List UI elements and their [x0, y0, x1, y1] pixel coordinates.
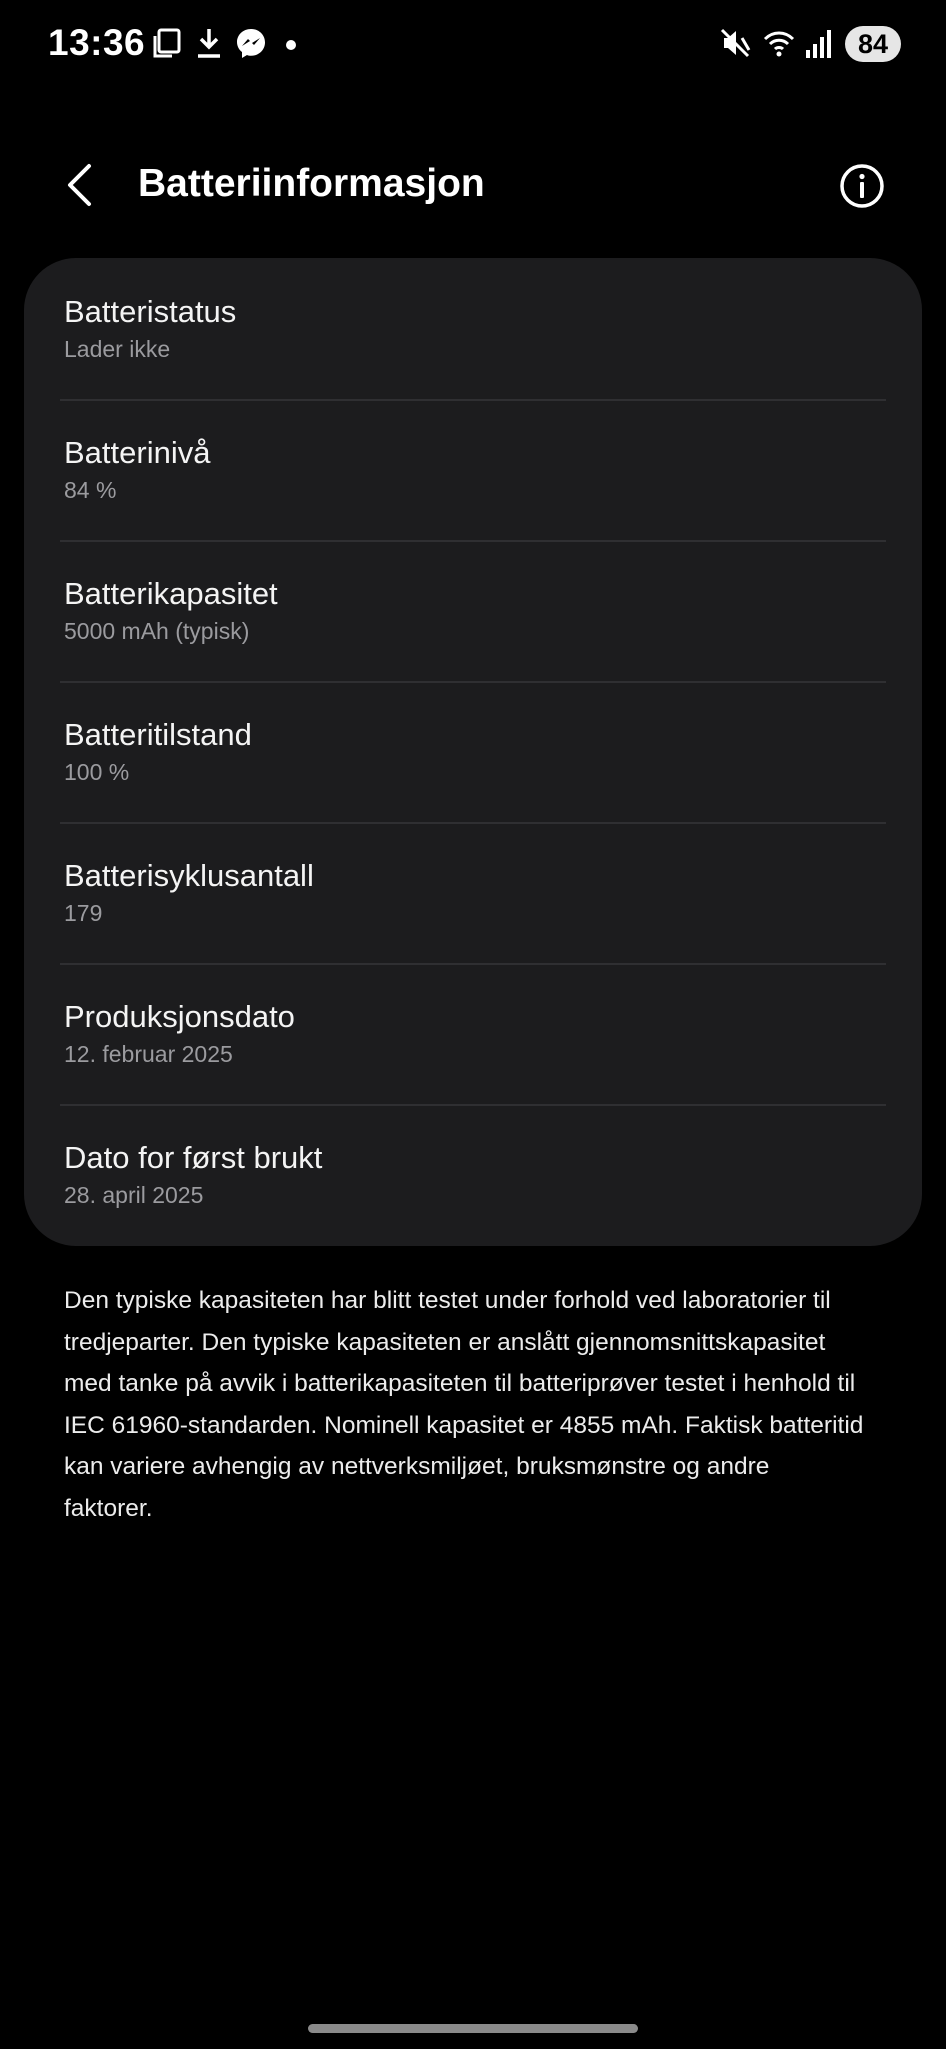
status-time: 13:36 [48, 22, 146, 63]
mute-icon [718, 26, 752, 60]
list-item-manufacture-date [24, 963, 922, 1104]
item-label: Batterinivå [64, 435, 211, 470]
item-label: Dato for først brukt [64, 1140, 323, 1175]
item-value: 12. februar 2025 [64, 1041, 233, 1067]
item-label: Batteritilstand [64, 717, 252, 752]
item-label: Batteristatus [64, 294, 237, 329]
wifi-icon [762, 26, 796, 60]
item-label: Batterikapasitet [64, 576, 278, 611]
home-indicator[interactable] [308, 2024, 638, 2033]
item-label: Batterisyklusantall [64, 858, 314, 893]
item-label: Produksjonsdato [64, 999, 295, 1034]
item-value: Lader ikke [64, 336, 171, 362]
list-item-battery-status [24, 258, 922, 399]
status-bar [0, 0, 946, 90]
item-value: 84 % [64, 477, 117, 503]
signal-icon [802, 26, 836, 60]
list-item-battery-health [24, 681, 922, 822]
capacity-description: Den typiske kapasiteten har blitt testet under forhold ved laboratorier til tredjeparter. Den typiske kapasiteten er anslått gjennomsnittskapasitet med tanke på avvik i batterikapasiteten til batteriprøver testet i henhold til IEC 61960-standarden. Nominell kapasitet er 4855 mAh. Faktisk batteritid kan variere avhengig av nettverksmiljøet, bruksmønstre og andre faktorer. [64, 1287, 864, 1522]
battery-icon: 84 [845, 26, 901, 62]
item-value: 5000 mAh (typisk) [64, 618, 250, 644]
list-item-battery-capacity [24, 540, 922, 681]
item-value: 28. april 2025 [64, 1182, 204, 1208]
messenger-icon [234, 26, 268, 60]
app-header [0, 140, 946, 230]
list-item-first-use-date [24, 1104, 922, 1245]
info-icon[interactable] [838, 162, 886, 210]
item-value: 179 [64, 900, 103, 926]
page-title: Batteriinformasjon [138, 162, 485, 205]
download-icon [192, 26, 226, 60]
list-item-cycle-count [24, 822, 922, 963]
back-arrow-icon[interactable] [56, 160, 106, 210]
item-value: 100 % [64, 759, 130, 785]
battery-info-card [24, 258, 922, 1246]
dot-icon [286, 40, 296, 50]
copy-icon [150, 26, 184, 60]
list-item-battery-level [24, 399, 922, 540]
